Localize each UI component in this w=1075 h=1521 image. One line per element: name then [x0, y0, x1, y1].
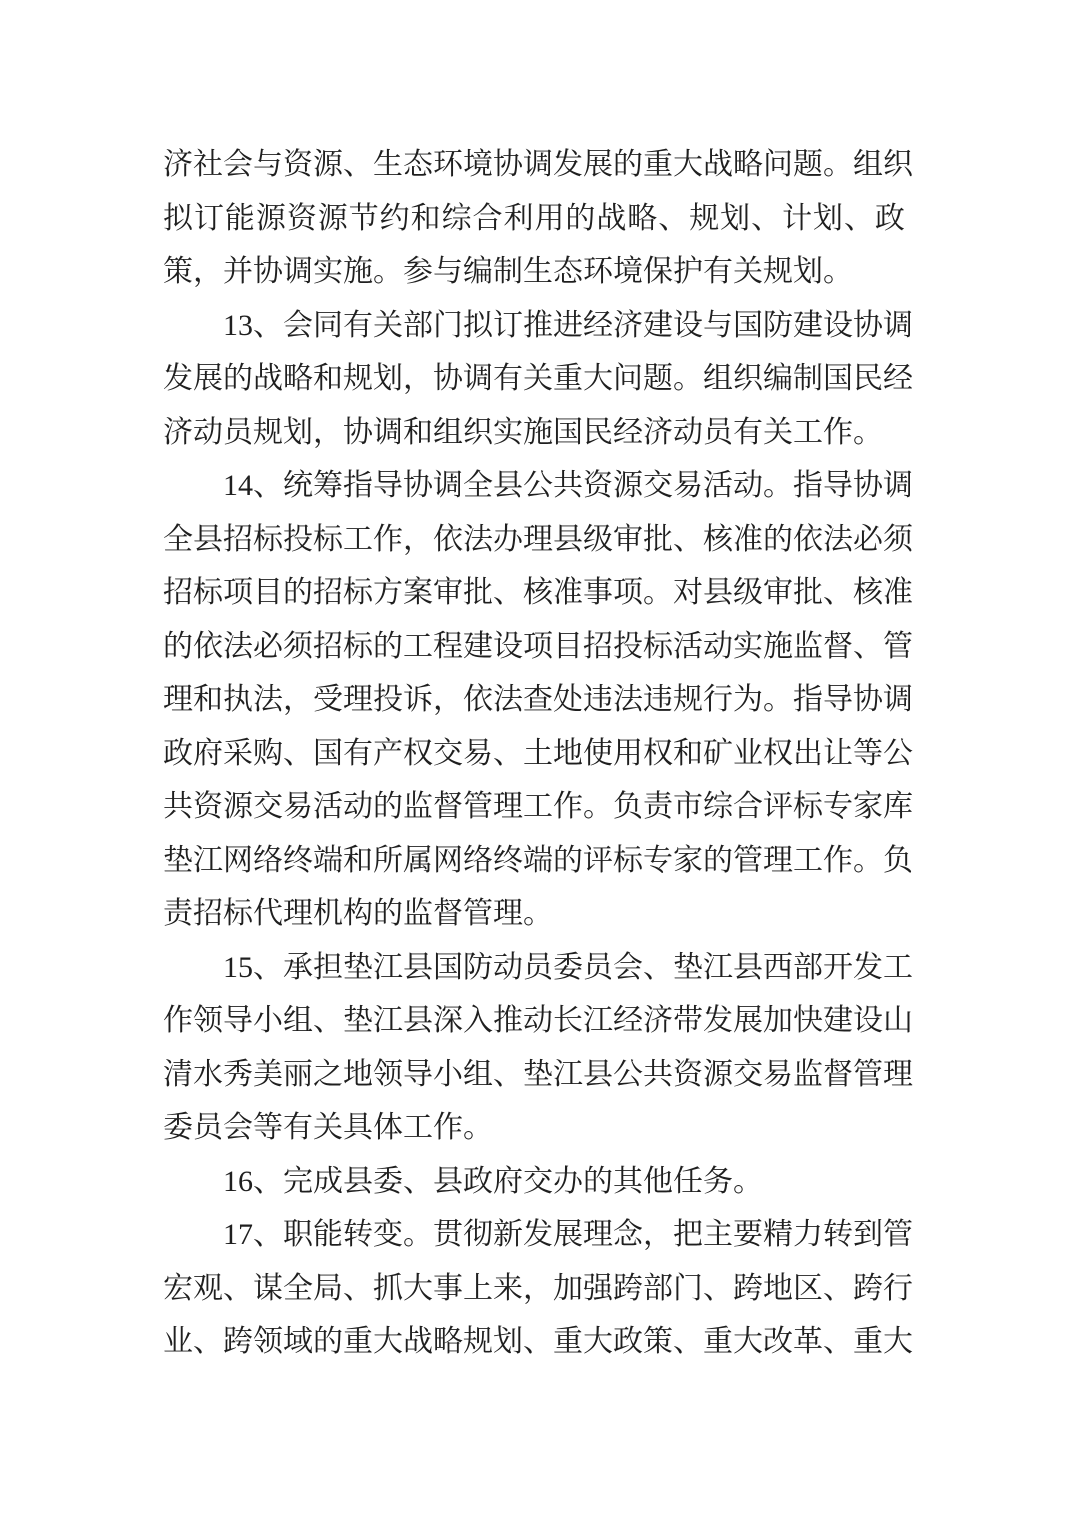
text-line: 1 4 、 统 筹 指 导 协 调 全 县 公 共 资 源 交 易 活 动 。 指 导 协 调 [223, 469, 913, 502]
text-line: 共 资 源 交 易 活 动 的 监 督 管 理 工 作 。 负 责 市 综 合 评 标 专 家 库 [163, 790, 913, 823]
text-line: 责招标代理机构的监督管理。 [163, 897, 553, 930]
text-line: 业 、 跨 领 域 的 重 大 战 略 规 划 、 重 大 政 策 、 重 大 改 革 、 重 大 [163, 1325, 913, 1358]
text-line: 理 和 执 法 ， 受 理 投 诉 ， 依 法 查 处 违 法 违 规 行 为 。 指 导 协 调 [163, 683, 913, 716]
text-line: 全 县 招 标 投 标 工 作 ， 依 法 办 理 县 级 审 批 、 核 准 的 依 法 必 须 [163, 522, 913, 556]
text-line: 垫 江 网 络 终 端 和 所 属 网 络 终 端 的 评 标 专 家 的 管 理 工 作 。 负 [163, 843, 913, 877]
text-line: 济动员规划，协调和组织实施国民经济动员有关工作。 [163, 415, 883, 449]
text-line: 招 标 项 目 的 招 标 方 案 审 批 、 核 准 事 项 。 对 县 级 审 批 、 核 准 [163, 576, 913, 609]
text-line: 1 5 、 承 担 垫 江 县 国 防 动 员 委 员 会 、 垫 江 县 西 部 开 发 工 [223, 950, 913, 984]
text-line: 宏 观 、 谋 全 局 、 抓 大 事 上 来 ， 加 强 跨 部 门 、 跨 地 区 、 跨 行 [163, 1271, 913, 1305]
document-body [163, 138, 913, 1369]
text-line: 1 7 、 职 能 转 变 。 贯 彻 新 发 展 理 念 ， 把 主 要 精 力 转 到 管 [223, 1218, 913, 1251]
text-line: 1 3 、 会 同 有 关 部 门 拟 订 推 进 经 济 建 设 与 国 防 建 设 协 调 [223, 308, 913, 342]
text-line: 拟 订 能 源 资 源 节 约 和 综 合 利 用 的 战 略 、 规 划 、 计 划 、 政 [163, 201, 905, 235]
text-line: 作 领 导 小 组 、 垫 江 县 深 入 推 动 长 江 经 济 带 发 展 加 快 建 设 山 [163, 1004, 913, 1037]
text-line: 策，并协调实施。参与编制生态环境保护有关规划。 [163, 255, 853, 288]
text-line: 清 水 秀 美 丽 之 地 领 导 小 组 、 垫 江 县 公 共 资 源 交 易 监 督 管 理 [163, 1057, 913, 1091]
text-line: 委员会等有关具体工作。 [163, 1111, 493, 1144]
text-line: 济 社 会 与 资 源 、 生 态 环 境 协 调 发 展 的 重 大 战 略 问 题 。 组 织 [163, 148, 913, 181]
text-line: 发 展 的 战 略 和 规 划 ， 协 调 有 关 重 大 问 题 。 组 织 编 制 国 民 经 [163, 362, 913, 395]
text-line: 政 府 采 购 、 国 有 产 权 交 易 、 土 地 使 用 权 和 矿 业 权 出 让 等 公 [163, 736, 913, 770]
text-line: 16、完成县委、县政府交办的其他任务。 [163, 1164, 763, 1198]
text-line: 的 依 法 必 须 招 标 的 工 程 建 设 项 目 招 投 标 活 动 实 施 监 督 、 管 [163, 629, 913, 663]
